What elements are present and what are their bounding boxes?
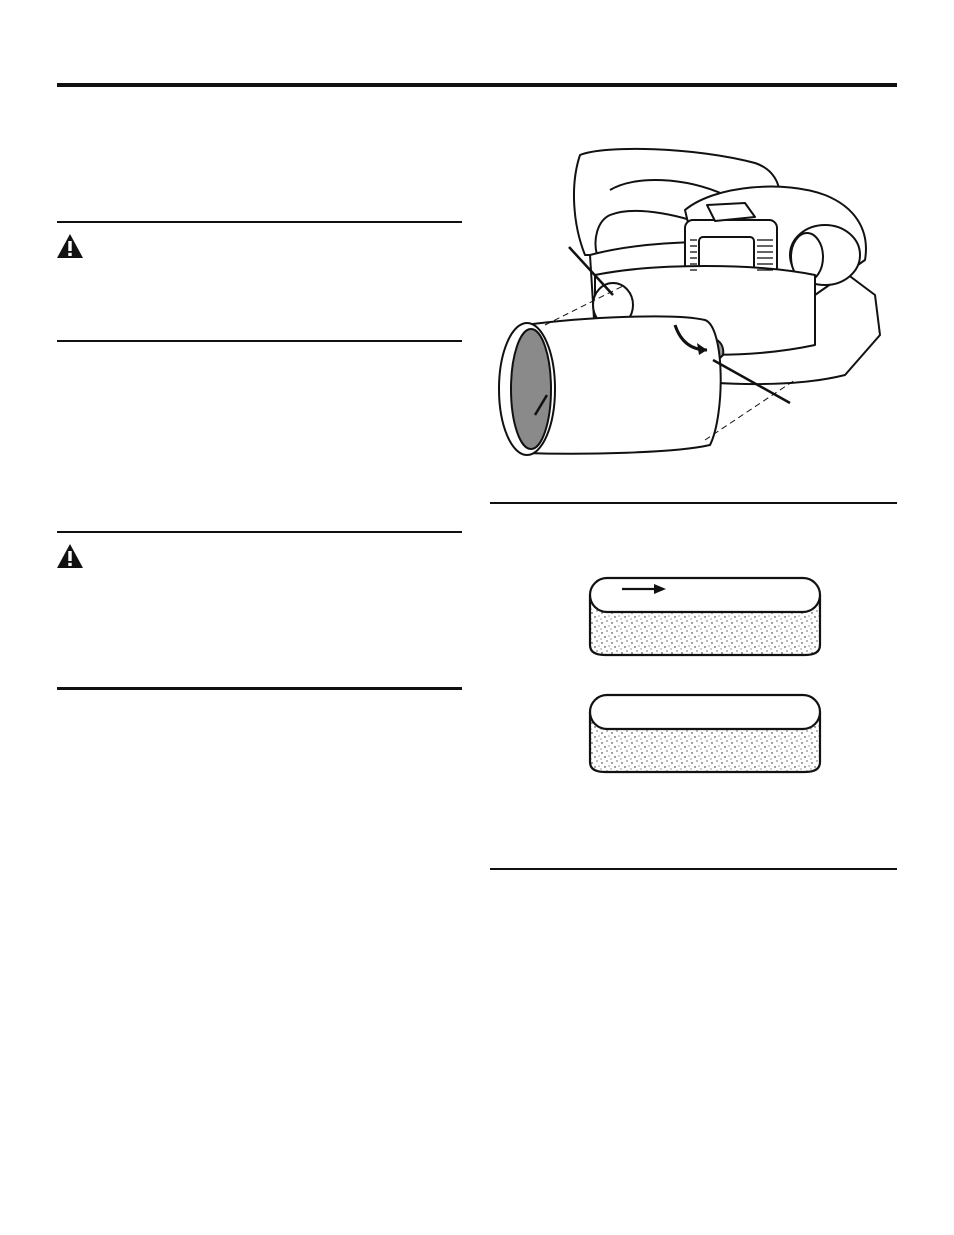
- warning-2-top-rule: [57, 531, 462, 533]
- warning-1-top-rule: [57, 221, 462, 223]
- sander-belt-installation-figure: [485, 145, 900, 465]
- warning-1-bottom-rule: [57, 340, 462, 342]
- figure-divider-rule: [490, 502, 897, 504]
- warning-2-bottom-rule: [57, 687, 462, 690]
- belt-direction-figure: [580, 570, 830, 780]
- warning-triangle-icon: [56, 543, 84, 569]
- page-header-rule: [57, 83, 897, 87]
- belt-without-arrow: [590, 695, 820, 772]
- warning-triangle-icon: [56, 233, 84, 259]
- section-bottom-rule: [490, 868, 897, 870]
